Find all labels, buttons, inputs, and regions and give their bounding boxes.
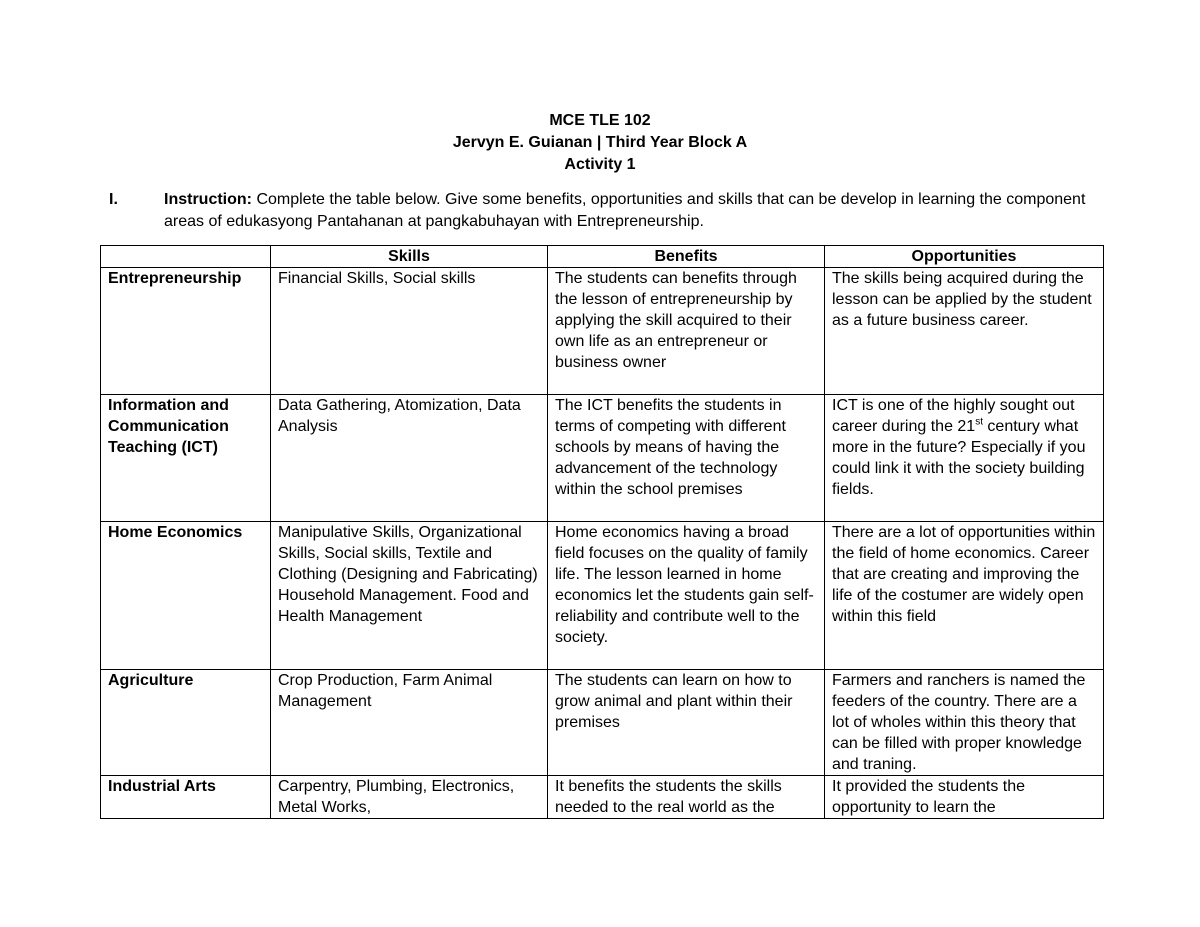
table-row <box>101 395 1104 522</box>
table-row <box>101 522 1104 670</box>
activity-table <box>100 245 1104 819</box>
instruction-body: Complete the table below. Give some benefits, opportunities and skills that can be develop in learning the component areas of edukasyong Pantahanan at pangkabuhayan with Entrepreneurship. <box>164 191 1086 230</box>
opportunities-cell: There are a lot of opportunities within the field of home economics. Career that are creating and improving the life of the costumer are widely open within this field <box>825 522 1104 670</box>
opportunities-text-end: century what more in the future? Especially if you could link it with the society building fields. <box>832 418 1086 498</box>
instruction-text <box>164 189 1119 233</box>
benefits-cell: The students can benefits through the lesson of entrepreneurship by applying the skill acquired to their own life as an entrepreneur or business owner <box>548 268 825 395</box>
table-row <box>101 268 1104 395</box>
area-cell: Home Economics <box>101 522 271 670</box>
opportunities-text-start: ICT is one of the highly sought out career during the 21 <box>832 397 1075 435</box>
header-cell-area <box>101 246 271 268</box>
activity-title: Activity 1 <box>564 156 636 173</box>
benefits-cell: The ICT benefits the students in terms of competing with different schools by means of having the advancement of the technology within the school premises <box>548 395 825 522</box>
area-cell: Agriculture <box>101 670 271 776</box>
opportunities-cell: The skills being acquired during the lesson can be applied by the student as a future business career. <box>825 268 1104 395</box>
header-cell-opportunities: Opportunities <box>825 246 1104 268</box>
area-cell: Information and Communication Teaching (ICT) <box>101 395 271 522</box>
opportunities-cell: It provided the students the opportunity to learn the <box>825 776 1104 819</box>
skills-cell: Crop Production, Farm Animal Management <box>271 670 548 776</box>
benefits-cell: It benefits the students the skills needed to the real world as the <box>548 776 825 819</box>
document-header <box>0 110 1200 176</box>
skills-cell: Financial Skills, Social skills <box>271 268 548 395</box>
ordinal-superscript: st <box>975 416 983 428</box>
instruction-number: I. <box>109 191 118 208</box>
instruction-block <box>109 189 1119 233</box>
opportunities-cell: Farmers and ranchers is named the feeders of the country. There are a lot of wholes within this theory that can be filled with proper knowledge and traning. <box>825 670 1104 776</box>
instruction-label: Instruction: <box>164 191 252 208</box>
area-cell: Entrepreneurship <box>101 268 271 395</box>
benefits-cell: Home economics having a broad field focuses on the quality of family life. The lesson learned in home economics let the students gain self-reliability and contribute well to the society. <box>548 522 825 670</box>
table-row <box>101 776 1104 819</box>
student-line: Jervyn E. Guianan | Third Year Block A <box>452 134 748 151</box>
table-header-row <box>101 246 1104 268</box>
skills-cell: Carpentry, Plumbing, Electronics, Metal Works, <box>271 776 548 819</box>
benefits-cell: The students can learn on how to grow animal and plant within their premises <box>548 670 825 776</box>
skills-cell: Manipulative Skills, Organizational Skills, Social skills, Textile and Clothing (Designing and Fabricating) Household Management. Food and Health Management <box>271 522 548 670</box>
area-cell: Industrial Arts <box>101 776 271 819</box>
table-row <box>101 670 1104 776</box>
skills-cell: Data Gathering, Atomization, Data Analysis <box>271 395 548 522</box>
header-cell-skills: Skills <box>271 246 548 268</box>
header-cell-benefits: Benefits <box>548 246 825 268</box>
course-title: MCE TLE 102 <box>549 112 651 129</box>
opportunities-cell <box>825 395 1104 522</box>
